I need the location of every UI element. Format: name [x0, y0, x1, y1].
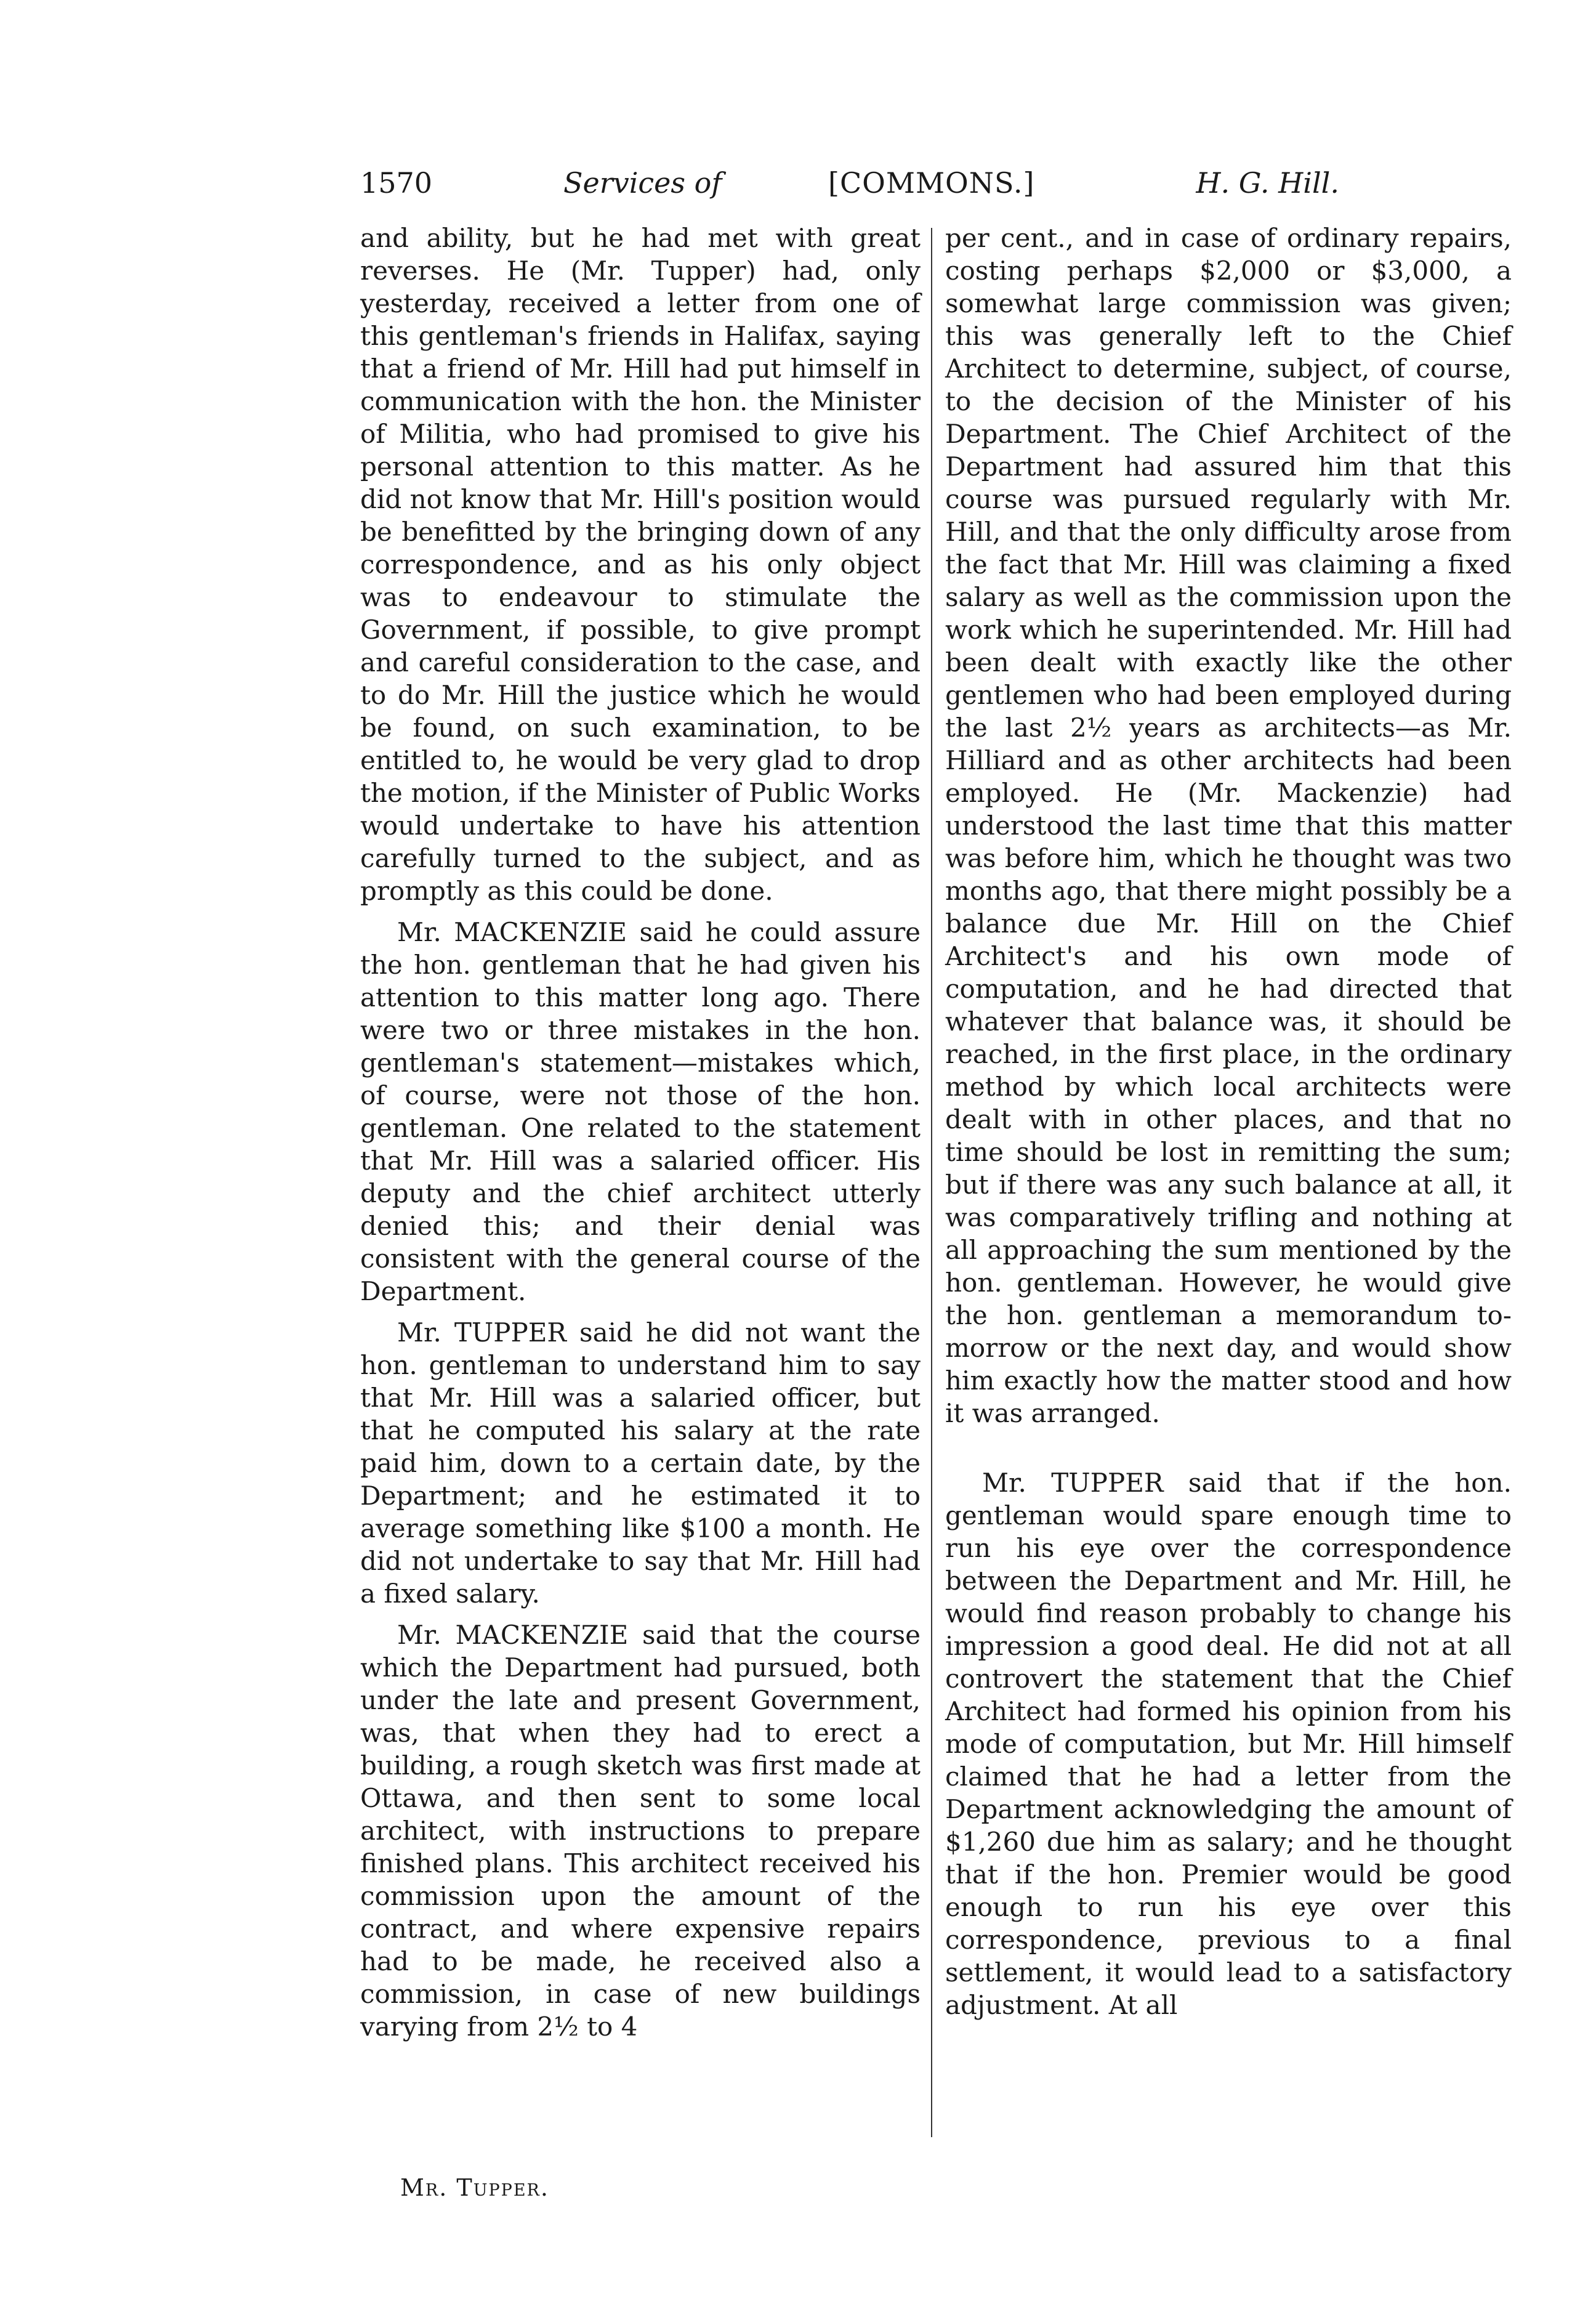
page-header	[360, 166, 1339, 216]
page-number: 1570	[360, 166, 433, 200]
paragraph: Mr. TUPPER said he did not want the hon. gentleman to understand him to say that Mr. Hill was a salaried officer, but that he computed his salary at the rate paid him, down to a certain date, by the Department; and he estimated it to average something like $100 a month. He did not undertake to say that Mr. Hill had a fixed salary.	[360, 1317, 921, 1609]
paragraph: Mr. MACKENZIE said that the course which the Department had pursued, both under the late and present Government, was, that when they had to erect a building, a rough sketch was first made at Ottawa, and then sent to some local architect, with instructions to prepare finished plans. This architect received his commission upon the amount of the contract, and where expensive repairs had to be made, he received also a commission, in case of new buildings varying from 2½ to 4	[360, 1620, 921, 2042]
running-subject: H. G. Hill.	[1196, 166, 1339, 200]
left-column	[360, 222, 921, 2052]
column-divider	[931, 228, 932, 2137]
house-label: [COMMONS.]	[828, 166, 1035, 200]
running-title: Services of	[563, 166, 722, 200]
catchword: Mr. Tupper.	[400, 2174, 549, 2201]
paragraph: Mr. MACKENZIE said he could assure the hon. gentleman that he had given his attention to this matter long ago. There were two or three mistakes in the hon. gentleman's statement—mistakes which, of course, were not those of the hon. gentleman. One related to the statement that Mr. Hill was a salaried officer. His deputy and the chief architect utterly denied this; and their denial was consistent with the general course of the Department.	[360, 917, 921, 1306]
paragraph: Mr. TUPPER said that if the hon. gentleman would spare enough time to run his eye over the correspondence between the Department and Mr. Hill, he would find reason probably to change his impression a good deal. He did not at all controvert the statement that the Chief Architect had formed his opinion from his mode of computation, but Mr. Hill himself claimed that he had a letter from the Department acknowledging the amount of $1,260 due him as salary; and he thought that if the hon. Premier would be good enough to run his eye over this correspondence, previous to a final settlement, it would lead to a satisfactory adjustment. At all	[945, 1468, 1512, 2020]
right-column	[945, 222, 1512, 2030]
paragraph: per cent., and in case of ordinary repairs, costing perhaps $2,000 or $3,000, a somewhat large commission was given; this was generally left to the Chief Architect to determine, subject, of course, to the decision of the Minister of his Department. The Chief Architect of the Department had assured him that this course was pursued regularly with Mr. Hill, and that the only difficulty arose from the fact that Mr. Hill was claiming a fixed salary as well as the commission upon the work which he superintended. Mr. Hill had been dealt with exactly like the other gentlemen who had been employed during the last 2½ years as architects—as Mr. Hilliard and as other architects had been employed. He (Mr. Mackenzie) had understood the last time that this matter was before him, which he thought was two months ago, that there might possibly be a balance due Mr. Hill on the Chief Architect's and his own mode of computation, and he had directed that whatever that balance was, it should be reached, in the first place, in the ordinary method by which local architects were dealt with in other places, and that no time should be lost in remitting the sum; but if there was any such balance at all, it was comparatively trifling and nothing at all approaching the sum mentioned by the hon. gentleman. However, he would give the hon. gentleman a memorandum to-morrow or the next day, and would show him exactly how the matter stood and how it was arranged.	[945, 223, 1512, 1428]
paragraph: and ability, but he had met with great reverses. He (Mr. Tupper) had, only yesterday, received a letter from one of this gentleman's friends in Halifax, saying that a friend of Mr. Hill had put himself in communication with the hon. the Minister of Militia, who had promised to give his personal attention to this matter. As he did not know that Mr. Hill's position would be benefitted by the bringing down of any correspondence, and as his only object was to endeavour to stimulate the Government, if possible, to give prompt and careful consideration to the case, and to do Mr. Hill the justice which he would be found, on such examination, to be entitled to, he would be very glad to drop the motion, if the Minister of Public Works would undertake to have his attention carefully turned to the subject, and as promptly as this could be done.	[360, 223, 921, 906]
